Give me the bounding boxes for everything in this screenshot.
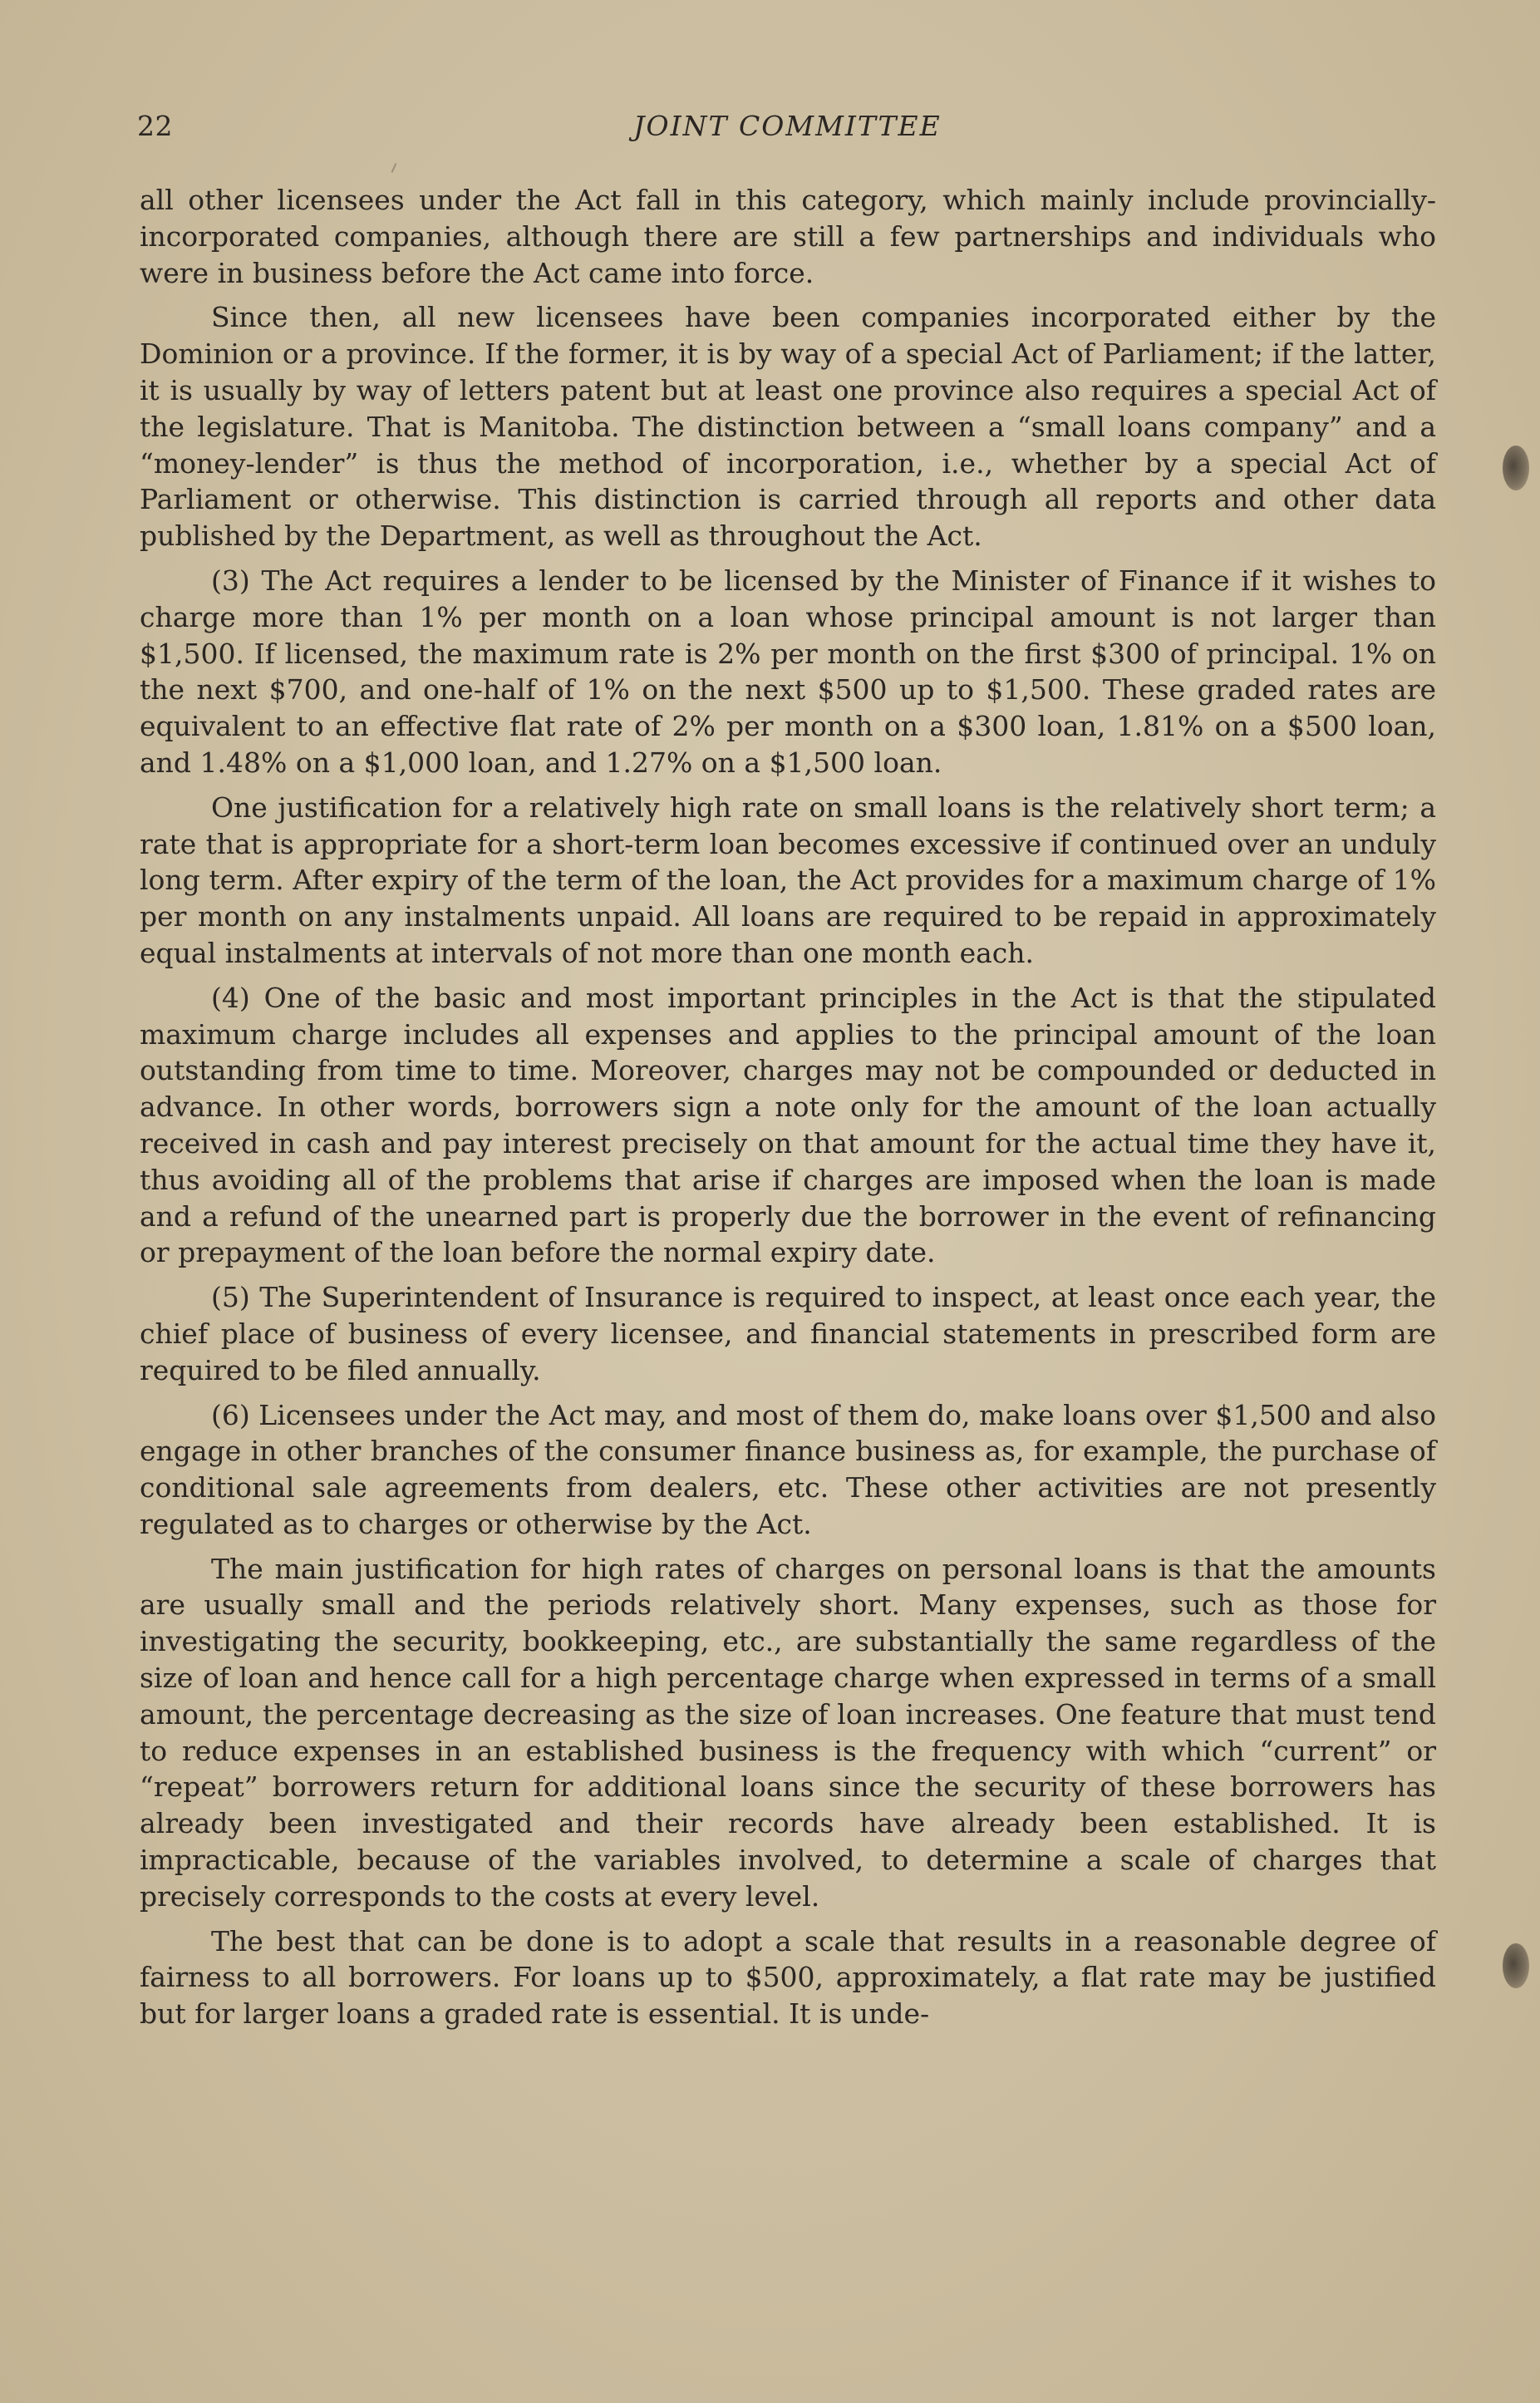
page-header	[137, 110, 1438, 150]
paragraph-section-6: (6) Licensees under the Act may, and most of them do, make loans over $1,500 and also engage in other branches of the consumer finance business as, for example, the purchase of conditional sale agreements from dealers, etc. These other activities are not presently regulated as to charges or otherwise by the Act.	[140, 1398, 1436, 1540]
body-text	[140, 182, 1436, 2041]
paragraph-main-justification: The main justification for high rates of charges on personal loans is that the amounts are usually small and the periods relatively short. Many expenses, such as those for investigating the security, bookkeeping, etc., are substantially the same regardless of the size of loan and hence call for a high percentage charge when expressed in terms of a small amount, the percentage decreasing as the size of loan increases. One feature that must tend to reduce expenses in an established business is the frequency with which “current” or “repeat” borrowers return for additional loans since the security of these borrowers has already been investigated and their records have already been established. It is impracticable, because of the variables involved, to determine a scale of charges that precisely corresponds to the costs at every level.	[140, 1552, 1436, 1913]
paper-speck	[391, 163, 397, 173]
paragraph-continuation: all other licensees under the Act fall in this category, which mainly include provincially-incorporated companies, although there are still a few partnerships and individuals who were in business before the Act came into force.	[140, 184, 1436, 289]
running-head: JOINT COMMITTEE	[633, 110, 942, 142]
paragraph-section-4: (4) One of the basic and most important principles in the Act is that the stipulated maximum charge includes all expenses and applies to the principal amount of the loan outstanding from time to time. Moreover, charges may not be compounded or deducted in advance. In other words, borrowers sign a note only for the amount of the loan actually received in cash and pay interest precisely on that amount for the actual time they have it, thus avoiding all of the problems that arise if charges are imposed when the loan is made and a refund of the unearned part is properly due the borrower in the event of refinancing or prepayment of the loan before the normal expiry date.	[140, 981, 1436, 1269]
paragraph-best-scale: The best that can be done is to adopt a scale that results in a reasonable degree of fairness to all borrowers. For loans up to $500, approximately, a flat rate may be justified but for larger loans a graded rate is essential. It is unde-	[140, 1924, 1436, 2031]
binding-hole-lower	[1503, 1943, 1529, 1988]
binding-hole-upper	[1503, 446, 1529, 490]
paragraph-new-licensees: Since then, all new licensees have been companies incorporated either by the Dominion or a province. If the former, it is by way of a special Act of Parliament; if the latter, it is usually by way of letters patent but at least one province also requires a special Act of the legislature. That is Manitoba. The distinction between a “small loans company” and a “money-lender” is thus the method of incorporation, i.e., whether by a special Act of Parliament or otherwise. This distinction is carried through all reports and other data published by the Department, as well as throughout the Act.	[140, 301, 1436, 553]
paragraph-section-5: (5) The Superintendent of Insurance is required to inspect, at least once each year, the chief place of business of every licensee, and financial statements in prescribed form are required to be filed annually.	[140, 1281, 1436, 1386]
page-number: 22	[137, 110, 173, 142]
paragraph-justification-rate: One justification for a relatively high rate on small loans is the relatively short term; a rate that is appropriate for a short-term loan becomes excessive if continued over an unduly long term. After expiry of the term of the loan, the Act provides for a maximum charge of 1% per month on any instalments unpaid. All loans are required to be repaid in approximately equal instalments at intervals of not more than one month each.	[140, 790, 1436, 969]
paragraph-section-3: (3) The Act requires a lender to be licensed by the Minister of Finance if it wishes to charge more than 1% per month on a loan whose principal amount is not larger than $1,500. If licensed, the maximum rate is 2% per month on the first $300 of principal. 1% on the next $700, and one-half of 1% on the next $500 up to $1,500. These graded rates are equivalent to an effective flat rate of 2% per month on a $300 loan, 1.81% on a $500 loan, and 1.48% on a $1,000 loan, and 1.27% on a $1,500 loan.	[140, 564, 1436, 779]
